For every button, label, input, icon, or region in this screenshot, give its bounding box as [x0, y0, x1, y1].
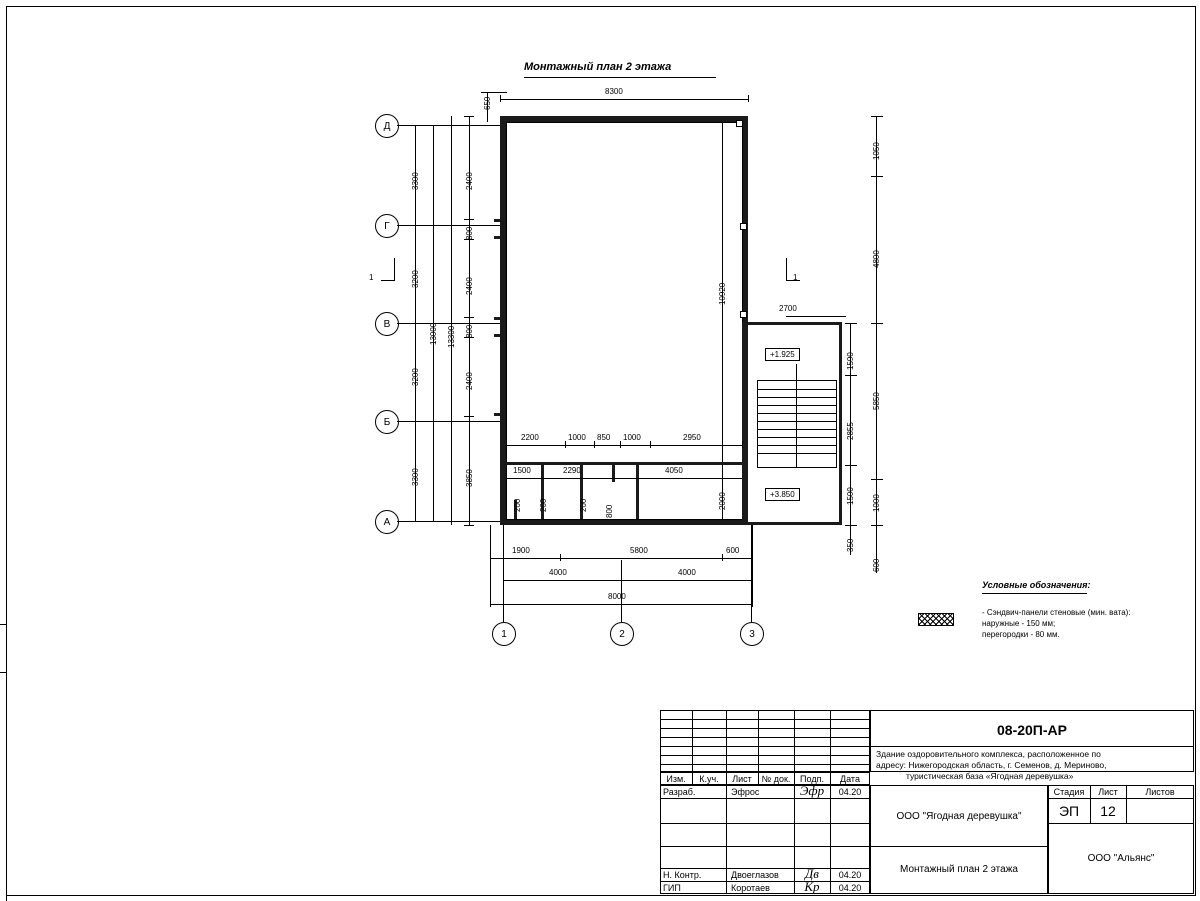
level-mark-lower: +3.850	[765, 488, 800, 501]
dim-bottom-4050: 4050	[665, 466, 683, 475]
dim-line-bottom-total	[490, 604, 752, 605]
dim-line-right-2855	[850, 375, 851, 465]
staff-role-4: Н. Контр.	[663, 870, 702, 880]
axis-circle-1: 1	[492, 622, 516, 646]
dim-left-seg-2400-b: 2400	[465, 277, 474, 295]
panel-joint-3	[736, 120, 743, 127]
list-value: 12	[1100, 803, 1116, 819]
partition-h-2	[636, 462, 742, 465]
opening-west-1	[494, 219, 506, 222]
section-mark-left-label: 1	[369, 273, 374, 282]
dim-small-200-b: 200	[539, 498, 548, 512]
axis-circle-a: А	[375, 510, 399, 534]
axis-line-2	[621, 560, 622, 622]
dim-left-seg-3850: 3850	[465, 469, 474, 487]
col-header-kuch: К.уч.	[699, 773, 719, 784]
panel-joint-2	[740, 311, 747, 318]
wall-south-inner-face	[506, 519, 742, 520]
dim-line-top-8300	[500, 99, 748, 100]
staff-signature-4: Дв	[805, 866, 819, 881]
legend-hatch-swatch	[918, 613, 954, 626]
col-header-izm: Изм.	[666, 773, 686, 784]
dim-right-1050: 1050	[872, 142, 881, 160]
legend-title-underline	[982, 593, 1087, 594]
ext-line-left	[490, 525, 491, 605]
section-mark-left-shaft	[394, 258, 395, 280]
dim-bottom-5800: 5800	[630, 546, 648, 555]
dim-right-4800: 4800	[872, 250, 881, 268]
staff-date-1: 04.20	[838, 787, 862, 797]
dim-left-13300: 13300	[447, 325, 456, 348]
legend-title: Условные обозначения:	[982, 580, 1091, 590]
opening-west-5	[494, 413, 506, 416]
dim-left-3300-a: 3300	[411, 172, 420, 190]
dim-left-seg-2400-a: 2400	[465, 172, 474, 190]
lists-label: Листов	[1145, 787, 1175, 797]
opening-west-4	[494, 334, 506, 337]
dim-bottom-2290: 2290	[563, 466, 581, 475]
ext-line-right	[752, 525, 753, 605]
dim-inner-10920: 10920	[718, 282, 727, 305]
col-header-list: Лист	[732, 773, 752, 784]
project-code: 08-20П-АР	[997, 722, 1067, 738]
dim-right-1500: 1500	[846, 487, 855, 505]
dim-line-left-inner-total	[451, 116, 452, 525]
level-mark-upper: +1.925	[765, 348, 800, 361]
staff-name-5: Коротаев	[731, 883, 770, 893]
dim-top-650: 650	[483, 96, 492, 110]
dim-bottom-1900: 1900	[512, 546, 530, 555]
dim-right-5850: 5850	[872, 392, 881, 410]
designer-company: ООО "Альянс"	[1087, 852, 1155, 864]
section-mark-left-foot	[381, 280, 395, 281]
dim-bottom-1000-a: 1000	[568, 433, 586, 442]
axis-line-1	[503, 525, 504, 622]
dim-left-3200-a: 3200	[411, 270, 420, 288]
partition-v-3	[612, 462, 615, 482]
staff-date-5: 04.20	[838, 883, 862, 893]
axis-circle-g: Г	[375, 214, 399, 238]
object-line-3: туристическая база «Ягодная деревушка»	[906, 771, 1074, 781]
dim-left-seg-2400-c: 2400	[465, 372, 474, 390]
dim-right-1590: 1590	[846, 352, 855, 370]
staff-role-1: Разраб.	[663, 787, 696, 797]
company-name: ООО "Ягодная деревушка"	[896, 810, 1022, 822]
dim-line-bottom-row1	[506, 445, 742, 446]
dim-line-bottom-row3	[490, 558, 752, 559]
object-line-1: Здание оздоровительного комплекса, расположенное по	[876, 749, 1101, 759]
opening-west-2	[494, 236, 506, 239]
dim-left-seg-800-b: 800	[465, 324, 474, 338]
dim-bottom-1000-b: 1000	[623, 433, 641, 442]
partition-v-4	[636, 462, 639, 519]
dim-line-stair-2700	[786, 316, 846, 317]
dim-bottom-4000-b: 4000	[678, 568, 696, 577]
staff-name-1: Эфрос	[731, 787, 760, 797]
dim-right-1000: 1000	[872, 494, 881, 512]
dim-tick-650-top	[481, 92, 507, 93]
dim-right-350: 350	[846, 538, 855, 552]
staff-signature-1: Эфр	[799, 783, 825, 798]
dim-line-bottom-row2	[506, 478, 742, 479]
col-header-podp: Подп.	[800, 773, 824, 784]
lists-value	[1126, 800, 1194, 822]
dim-small-200-c: 200	[579, 498, 588, 512]
section-mark-right-label: 1	[793, 273, 798, 282]
staff-role-5: ГИП	[663, 883, 681, 893]
axis-circle-d: Д	[375, 114, 399, 138]
panel-joint-1	[740, 223, 747, 230]
stair-block-top-wall	[742, 322, 842, 325]
dim-small-800: 800	[605, 504, 614, 518]
dim-bottom-600: 600	[726, 546, 740, 555]
dim-bottom-4000-a: 4000	[549, 568, 567, 577]
list-label: Лист	[1098, 787, 1118, 797]
wall-north-inner-face	[506, 122, 742, 123]
staircase	[757, 380, 837, 468]
axis-circle-2: 2	[610, 622, 634, 646]
opening-west-3	[494, 317, 506, 320]
stair-arrow-shaft	[796, 364, 797, 382]
stair-block-bottom-wall	[742, 522, 842, 525]
dim-inner-2000: 2000	[718, 492, 727, 510]
staff-signature-5: Кр	[804, 879, 820, 894]
col-header-ndok: № док.	[761, 773, 791, 784]
staff-name-4: Двоеглазов	[731, 870, 779, 880]
dim-left-3300-b: 3300	[411, 468, 420, 486]
staff-date-4: 04.20	[838, 870, 862, 880]
dim-stair-2700: 2700	[779, 304, 797, 313]
plan-title-underline	[524, 77, 716, 78]
dim-line-bottom-row4	[503, 580, 751, 581]
title-block	[660, 710, 1194, 894]
dim-bottom-2200: 2200	[521, 433, 539, 442]
dim-right-2855: 2855	[846, 422, 855, 440]
sheet-frame-left-notch-2	[0, 672, 6, 901]
axis-circle-b: Б	[375, 410, 399, 434]
stair-block-right-wall	[839, 322, 842, 525]
dim-right-600: 600	[872, 558, 881, 572]
plan-title: Монтажный план 2 этажа	[524, 61, 672, 73]
dim-left-total-13000: 13000	[429, 322, 438, 345]
dim-small-200-a: 200	[513, 498, 522, 512]
legend-line-2: наружные - 150 мм;	[982, 619, 1056, 628]
col-header-data: Дата	[840, 773, 860, 784]
dim-left-3200-b: 3200	[411, 368, 420, 386]
section-mark-right-shaft	[786, 258, 787, 280]
axis-circle-v: В	[375, 312, 399, 336]
wall-west-inner-face	[506, 122, 507, 519]
axis-circle-3: 3	[740, 622, 764, 646]
partition-h-1	[506, 462, 636, 465]
stage-label: Стадия	[1053, 787, 1085, 797]
dim-bottom-1500: 1500	[513, 466, 531, 475]
dim-bottom-2950: 2950	[683, 433, 701, 442]
legend-line-1: - Сэндвич-панели стеновые (мин. вата):	[982, 608, 1131, 617]
object-line-2: адресу: Нижегородская область, г. Семенов, д. Мериново,	[876, 760, 1107, 770]
dim-bottom-850: 850	[597, 433, 611, 442]
stage-value: ЭП	[1058, 803, 1080, 819]
stair-block-left-wall	[742, 322, 746, 525]
legend-line-3: перегородки - 80 мм.	[982, 630, 1060, 639]
sheet-name: Монтажный план 2 этажа	[900, 863, 1018, 875]
dim-bottom-total-8000: 8000	[608, 592, 626, 601]
dim-left-seg-800-a: 800	[465, 226, 474, 240]
dim-top-8300: 8300	[605, 87, 623, 96]
